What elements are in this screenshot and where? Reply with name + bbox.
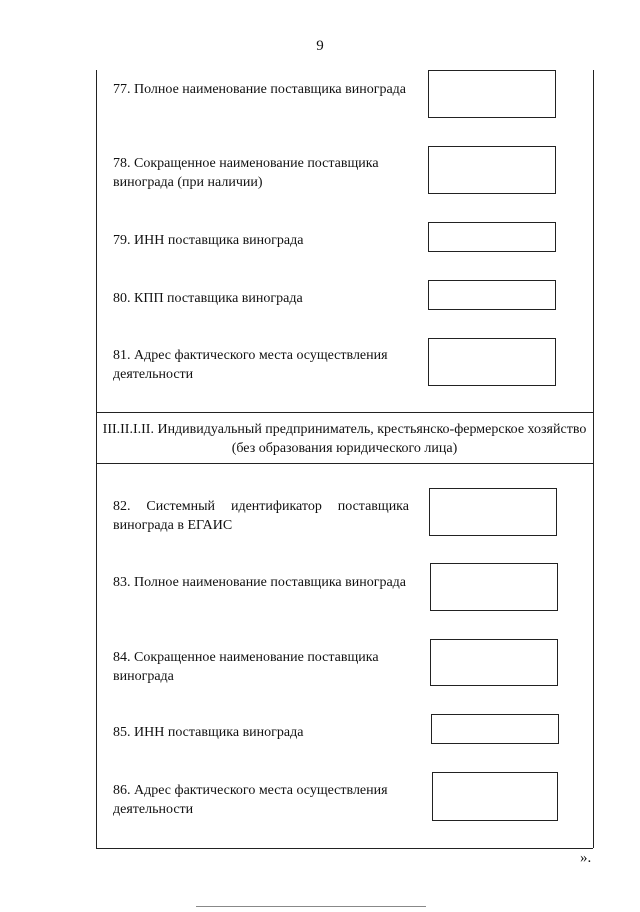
form-frame-right-border xyxy=(593,70,594,848)
field-box-84[interactable] xyxy=(430,639,558,686)
field-label-85: 85. ИНН поставщика винограда xyxy=(113,725,304,740)
field-label-80: 80. КПП поставщика винограда xyxy=(113,291,303,306)
field-box-77[interactable] xyxy=(428,70,556,118)
field-label-78: 78. Сокращенное наименование поставщика винограда (при наличии) xyxy=(113,156,379,190)
field-label-79: 79. ИНН поставщика винограда xyxy=(113,233,304,248)
field-label-83: 83. Полное наименование поставщика винограда xyxy=(113,575,407,590)
form-frame-bottom-border xyxy=(96,848,593,849)
page-number: 9 xyxy=(316,38,324,54)
section-title: III.II.I.II. Индивидуальный предприниматель, крестьянско-фермерское хозяйство (без образования юридического лица) xyxy=(102,422,587,456)
field-box-79[interactable] xyxy=(428,222,556,252)
field-box-81[interactable] xyxy=(428,338,556,386)
field-label-86: 86. Адрес фактического места осуществления деятельности xyxy=(113,783,388,817)
field-box-86[interactable] xyxy=(432,772,558,821)
field-box-80[interactable] xyxy=(428,280,556,310)
field-label-84: 84. Сокращенное наименование поставщика винограда xyxy=(113,650,379,684)
field-box-78[interactable] xyxy=(428,146,556,194)
closing-quote-mark: ». xyxy=(580,850,592,866)
scan-edge-line xyxy=(196,906,426,907)
field-box-83[interactable] xyxy=(430,563,558,611)
field-label-82: 82. Системный идентификатор поставщика винограда в ЕГАИС xyxy=(113,499,409,533)
field-box-85[interactable] xyxy=(431,714,559,744)
field-label-77: 77. Полное наименование поставщика винограда xyxy=(113,82,407,97)
field-box-82[interactable] xyxy=(429,488,557,536)
field-label-81: 81. Адрес фактического места осуществления деятельности xyxy=(113,348,388,382)
